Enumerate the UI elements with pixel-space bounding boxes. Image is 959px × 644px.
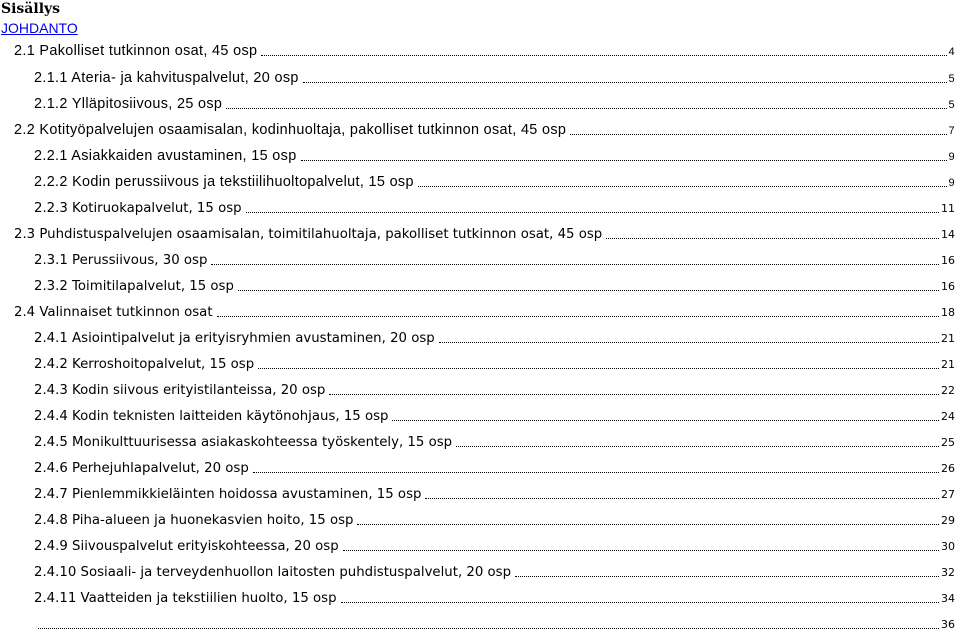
toc-entry-title: 2.1.2 Ylläpitosiivous, 25 osp <box>34 96 223 112</box>
toc-entry-page: 27 <box>941 488 955 501</box>
toc-entry[interactable] <box>14 118 955 138</box>
toc-entry-title: 2.2.2 Kodin perussiivous ja tekstiilihuoltopalvelut, 15 osp <box>34 174 414 190</box>
toc-entry-page: 7 <box>948 125 955 137</box>
toc-leader <box>211 263 939 265</box>
toc-entry[interactable] <box>34 274 955 294</box>
toc-leader <box>246 211 939 213</box>
toc-entry-title: 2.4.5 Monikulttuurisessa asiakaskohteessa työskentely, 15 osp <box>34 435 453 450</box>
toc-entry-page: 34 <box>941 592 955 605</box>
toc-entry-page: 16 <box>941 280 955 293</box>
toc-leader <box>329 393 939 395</box>
toc-leader <box>515 575 939 577</box>
toc-entry-page: 9 <box>948 177 955 189</box>
toc-entry-title: 2.4.11 Vaatteiden ja tekstiilien huolto, 15 osp <box>34 591 337 606</box>
toc-entry[interactable] <box>34 534 955 554</box>
toc-entry-title: 2.4.7 Pienlemmikkieläinten hoidossa avustaminen, 15 osp <box>34 487 422 502</box>
toc-entry[interactable] <box>34 456 955 476</box>
toc-leader <box>261 54 946 56</box>
toc-entry[interactable] <box>14 300 955 320</box>
toc-entry[interactable] <box>34 508 955 528</box>
toc-entry-page: 5 <box>948 73 955 85</box>
toc-leader <box>38 627 939 629</box>
toc-leader <box>357 523 939 525</box>
toc-leader <box>253 471 939 473</box>
toc-entry-title: 2.3.1 Perussiivous, 30 osp <box>34 253 208 268</box>
toc-leader <box>226 107 946 109</box>
toc-entry-page: 36 <box>941 618 955 631</box>
toc-entry-title: 2.4 Valinnaiset tutkinnon osat <box>14 305 213 320</box>
toc-entry-page: 25 <box>941 436 955 449</box>
toc-entry-title: 2.4.6 Perhejuhlapalvelut, 20 osp <box>34 461 249 476</box>
toc-leader <box>341 601 939 603</box>
toc-entry[interactable] <box>34 586 955 606</box>
toc-entry-page: 4 <box>948 46 955 58</box>
toc-entry-title: 2.2.3 Kotiruokapalvelut, 15 osp <box>34 201 242 216</box>
toc-entry-page: 24 <box>941 410 955 423</box>
toc-entry-title: 2.4.4 Kodin teknisten laitteiden käytönohjaus, 15 osp <box>34 409 389 424</box>
toc-entry[interactable] <box>34 326 955 346</box>
toc-entry-title: 2.2 Kotityöpalvelujen osaamisalan, kodinhuoltaja, pakolliset tutkinnon osat, 45 osp <box>14 122 567 138</box>
toc-entry[interactable] <box>34 66 955 86</box>
toc-entry[interactable] <box>34 378 955 398</box>
toc-entry-title: 2.1 Pakolliset tutkinnon osat, 45 osp <box>14 43 258 59</box>
toc-entry[interactable] <box>34 404 955 424</box>
toc-entry-title: 2.2.1 Asiakkaiden avustaminen, 15 osp <box>34 148 297 164</box>
toc-leader <box>301 159 947 161</box>
toc-entry[interactable] <box>34 170 955 190</box>
toc-entry[interactable] <box>14 222 955 242</box>
toc-entry[interactable] <box>34 352 955 372</box>
toc-entry-page: 29 <box>941 514 955 527</box>
toc-entry-page: 21 <box>941 358 955 371</box>
toc-entry[interactable] <box>34 248 955 268</box>
toc-entry-page: 11 <box>941 202 955 215</box>
toc-leader <box>392 419 939 421</box>
toc-entry-title: 2.4.8 Piha-alueen ja huonekasvien hoito, 15 osp <box>34 513 354 528</box>
toc-entry-page: 21 <box>941 332 955 345</box>
toc-entry-title: 2.1.1 Ateria- ja kahvituspalvelut, 20 osp <box>34 70 299 86</box>
toc-heading: Sisällys <box>1 1 61 17</box>
toc-entry-page: 32 <box>941 566 955 579</box>
toc-leader <box>217 315 939 317</box>
toc-entry[interactable] <box>34 92 955 112</box>
toc-entry-page: 30 <box>941 540 955 553</box>
toc-leader <box>456 445 939 447</box>
toc-leader <box>425 497 939 499</box>
toc-leader <box>258 367 939 369</box>
toc-leader <box>606 237 939 239</box>
toc-entry-title: 2.3.2 Toimitilapalvelut, 15 osp <box>34 279 234 294</box>
toc-entry-title: 2.4.2 Kerroshoitopalvelut, 15 osp <box>34 357 255 372</box>
toc-entry-page: 9 <box>948 151 955 163</box>
toc-leader <box>303 81 947 83</box>
toc-entry-page: 14 <box>941 228 955 241</box>
toc-entry[interactable] <box>34 482 955 502</box>
toc-entry-title: 2.4.1 Asiointipalvelut ja erityisryhmien avustaminen, 20 osp <box>34 331 435 346</box>
toc-leader <box>439 341 939 343</box>
toc-entry[interactable] <box>14 39 955 59</box>
toc-entry-page: 18 <box>941 306 955 319</box>
toc-entry-page: 26 <box>941 462 955 475</box>
toc-entry-page: 22 <box>941 384 955 397</box>
toc-entry-title: 2.4.3 Kodin siivous erityistilanteissa, 20 osp <box>34 383 326 398</box>
toc-leader <box>570 133 946 135</box>
toc-entry[interactable] <box>34 560 955 580</box>
toc-entry[interactable] <box>34 196 955 216</box>
toc-entry-page: 5 <box>948 99 955 111</box>
toc-entry[interactable] <box>34 612 955 632</box>
toc-entry-title: 2.4.10 Sosiaali- ja terveydenhuollon laitosten puhdistuspalvelut, 20 osp <box>34 565 512 580</box>
toc-link-johdanto[interactable]: JOHDANTO <box>1 20 78 36</box>
toc-entry[interactable] <box>34 430 955 450</box>
toc-leader <box>343 549 939 551</box>
toc-entry-page: 16 <box>941 254 955 267</box>
toc-leader <box>418 185 947 187</box>
toc-entry-title: 2.3 Puhdistuspalvelujen osaamisalan, toimitilahuoltaja, pakolliset tutkinnon osat, 45 osp <box>14 227 603 242</box>
toc-entry[interactable] <box>34 144 955 164</box>
toc-leader <box>238 289 939 291</box>
toc-entry-title: 2.4.9 Siivouspalvelut erityiskohteessa, 20 osp <box>34 539 339 554</box>
